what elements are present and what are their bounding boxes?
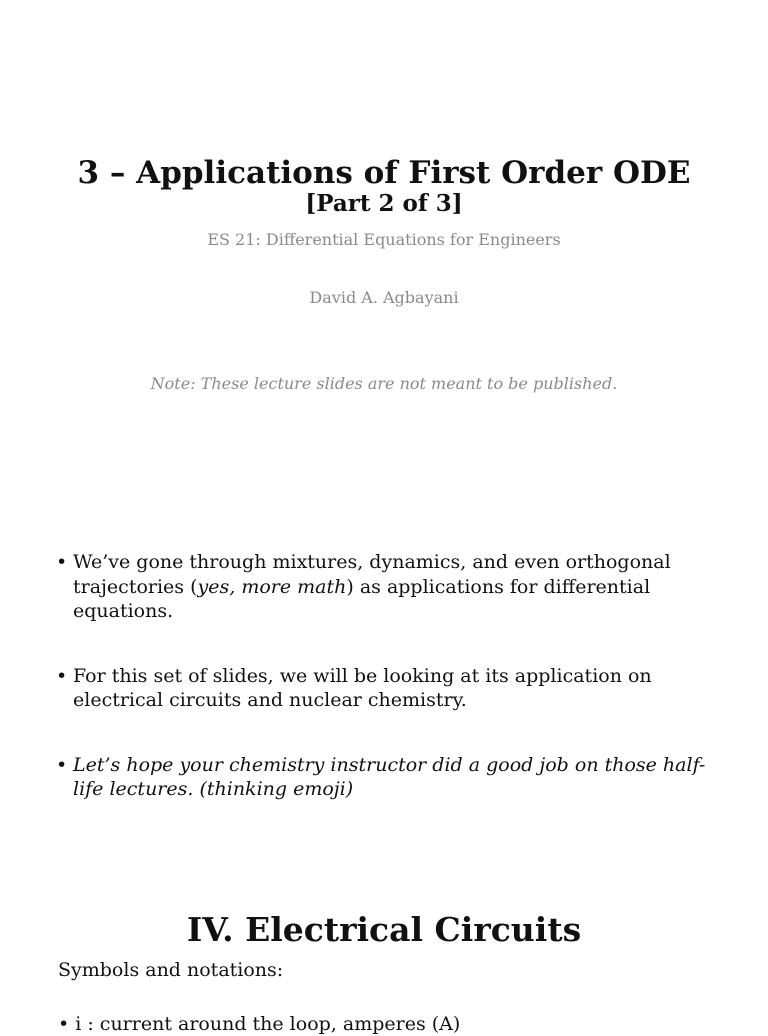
bullet-1-text-b: ) as applications for differential equations. — [73, 575, 651, 622]
author-name: David A. Agbayani — [309, 288, 459, 307]
symbol-item-current: • i : current around the loop, amperes (A) — [58, 1013, 461, 1035]
lecture-title: 3 – Applications of First Order ODE — [77, 155, 691, 191]
intro-bullet-1 — [56, 550, 716, 624]
bullet-dot: • — [56, 753, 68, 776]
intro-slide — [0, 540, 768, 830]
bullet-1-emphasis: yes, more math — [197, 575, 347, 598]
title-slide — [0, 0, 768, 450]
section-heading: IV. Electrical Circuits — [186, 910, 582, 949]
lecture-part: [Part 2 of 3] — [305, 190, 463, 217]
intro-bullet-list — [56, 550, 716, 842]
circuits-slide — [0, 900, 768, 1035]
bullet-dot: • — [56, 664, 68, 687]
intro-bullet-2 — [56, 664, 716, 713]
bullet-2-text: For this set of slides, we will be looking at its application on electrical circuits and nuclear chemistry. — [73, 664, 652, 711]
bullet-dot: • — [56, 551, 68, 573]
course-name: ES 21: Differential Equations for Engineers — [207, 230, 561, 249]
publication-note: Note: These lecture slides are not meant to be published. — [150, 374, 618, 393]
bullet-3-text: Let’s hope your chemistry instructor did a good job on those half-life lectures. (thinking emoji) — [73, 753, 706, 800]
intro-bullet-3 — [56, 753, 716, 802]
bullet-1-text-a: We’ve gone through mixtures, dynamics, and even orthogonal trajectories ( — [73, 551, 671, 598]
symbols-label: Symbols and notations: — [58, 959, 284, 981]
